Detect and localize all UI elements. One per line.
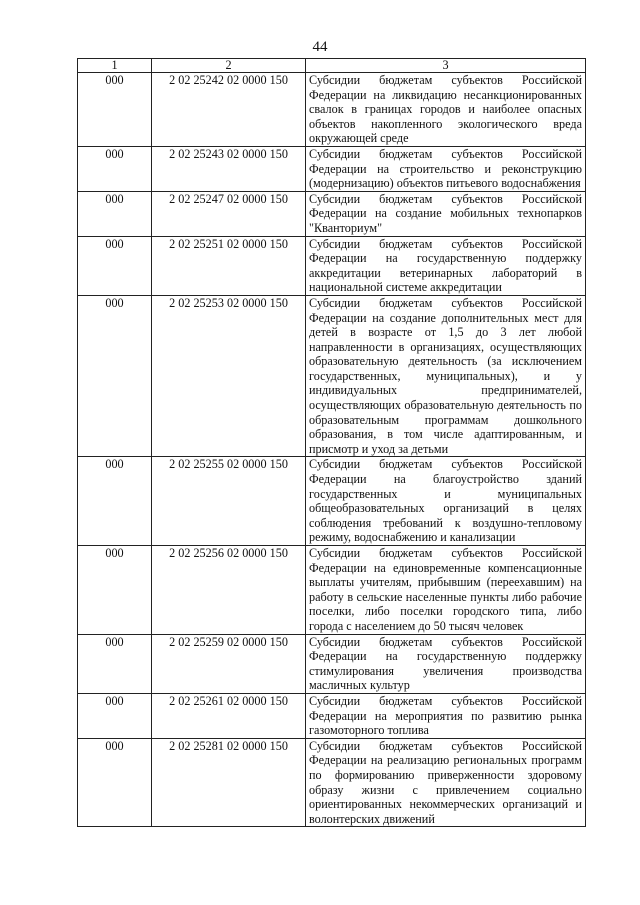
table-row xyxy=(78,634,586,693)
admin-code-cell: 000 xyxy=(78,546,152,635)
table-row xyxy=(78,457,586,546)
table-row xyxy=(78,146,586,191)
budget-code-cell: 2 02 25256 02 0000 150 xyxy=(152,546,306,635)
table-row xyxy=(78,73,586,147)
description-cell: Субсидии бюджетам субъектов Российской Федерации на единовременные компенсационные выплаты учителям, прибывшим (переехавшим) на работу в сельские населенные пункты либо рабочие поселки, либо поселки городского типа, либо города с населением до 50 тысяч человек xyxy=(306,546,586,635)
admin-code-cell: 000 xyxy=(78,634,152,693)
table-header-row xyxy=(78,59,586,73)
table-row xyxy=(78,295,586,457)
table-row xyxy=(78,546,586,635)
admin-code-cell: 000 xyxy=(78,191,152,236)
budget-code-cell: 2 02 25251 02 0000 150 xyxy=(152,236,306,295)
budget-code-cell: 2 02 25255 02 0000 150 xyxy=(152,457,306,546)
admin-code-cell: 000 xyxy=(78,146,152,191)
budget-classification-table xyxy=(77,58,586,827)
admin-code-cell: 000 xyxy=(78,236,152,295)
column-header-admin: 1 xyxy=(78,59,152,73)
table-row xyxy=(78,236,586,295)
description-cell: Субсидии бюджетам субъектов Российской Федерации на государственную поддержку стимулирования увеличения производства масличных культур xyxy=(306,634,586,693)
budget-code-cell: 2 02 25259 02 0000 150 xyxy=(152,634,306,693)
budget-code-cell: 2 02 25261 02 0000 150 xyxy=(152,693,306,738)
description-cell: Субсидии бюджетам субъектов Российской Федерации на создание дополнительных мест для детей в возрасте от 1,5 до 3 лет любой направленности в организациях, осуществляющих образовательную деятельность (за исключением государственных, муниципальных), и у индивидуальных предпринимателей, осуществляющих образовательную деятельность по образовательным программам дошкольного образования, в том числе адаптированным, и присмотр и уход за детьми xyxy=(306,295,586,457)
description-cell: Субсидии бюджетам субъектов Российской Федерации на реализацию региональных программ по формированию приверженности здоровому образу жизни с привлечением социально ориентированных некоммерческих организаций и волонтерских движений xyxy=(306,738,586,827)
admin-code-cell: 000 xyxy=(78,693,152,738)
table-row xyxy=(78,693,586,738)
description-cell: Субсидии бюджетам субъектов Российской Федерации на создание мобильных технопарков "Кванториум" xyxy=(306,191,586,236)
description-cell: Субсидии бюджетам субъектов Российской Федерации на государственную поддержку аккредитации ветеринарных лабораторий в национальной системе аккредитации xyxy=(306,236,586,295)
column-header-code: 2 xyxy=(152,59,306,73)
description-cell: Субсидии бюджетам субъектов Российской Федерации на благоустройство зданий государственных и муниципальных общеобразовательных организаций в целях соблюдения требований к воздушно-тепловому режиму, водоснабжению и канализации xyxy=(306,457,586,546)
column-header-description: 3 xyxy=(306,59,586,73)
admin-code-cell: 000 xyxy=(78,738,152,827)
admin-code-cell: 000 xyxy=(78,457,152,546)
table-row xyxy=(78,191,586,236)
budget-code-cell: 2 02 25247 02 0000 150 xyxy=(152,191,306,236)
admin-code-cell: 000 xyxy=(78,73,152,147)
description-cell: Субсидии бюджетам субъектов Российской Федерации на мероприятия по развитию рынка газомоторного топлива xyxy=(306,693,586,738)
admin-code-cell: 000 xyxy=(78,295,152,457)
budget-code-cell: 2 02 25242 02 0000 150 xyxy=(152,73,306,147)
budget-code-cell: 2 02 25253 02 0000 150 xyxy=(152,295,306,457)
description-cell: Субсидии бюджетам субъектов Российской Федерации на ликвидацию несанкционированных свалок в границах городов и наиболее опасных объектов накопленного экологического вреда окружающей среде xyxy=(306,73,586,147)
table-row xyxy=(78,738,586,827)
budget-code-cell: 2 02 25243 02 0000 150 xyxy=(152,146,306,191)
budget-code-cell: 2 02 25281 02 0000 150 xyxy=(152,738,306,827)
page-number: 44 xyxy=(312,39,328,55)
description-cell: Субсидии бюджетам субъектов Российской Федерации на строительство и реконструкцию (модернизацию) объектов питьевого водоснабжения xyxy=(306,146,586,191)
